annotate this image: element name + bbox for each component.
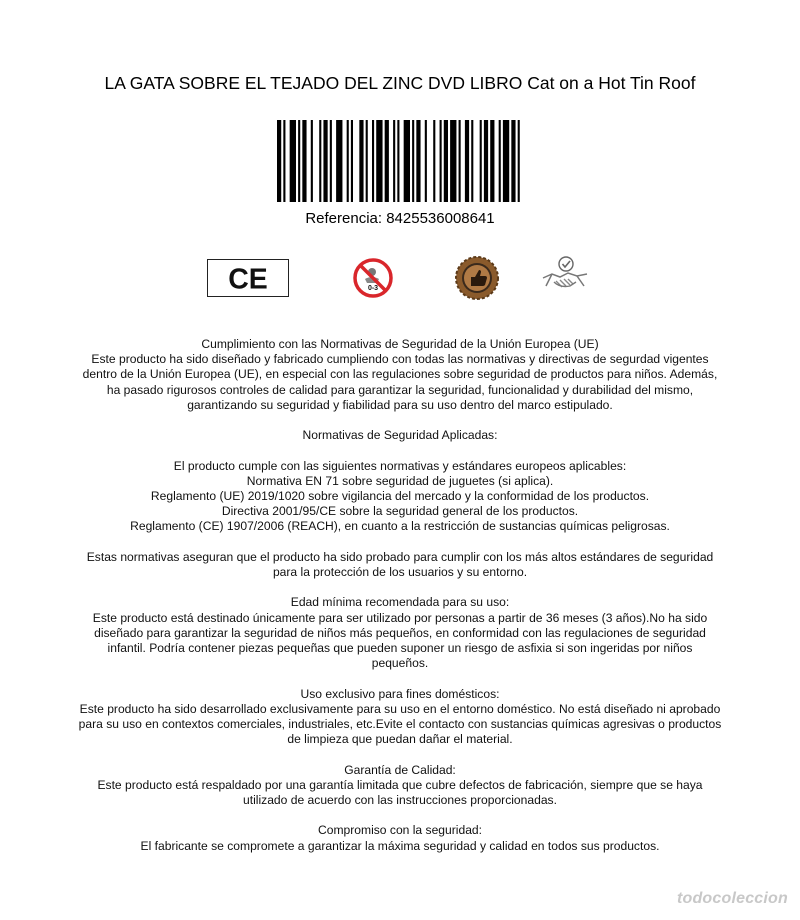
section-safety-commitment xyxy=(78,823,722,853)
not-suitable-0-3-icon xyxy=(352,257,394,299)
barcode-bar xyxy=(499,120,501,202)
barcode-bar xyxy=(319,120,321,202)
barcode-bar xyxy=(330,120,332,202)
barcode-bar xyxy=(376,120,382,202)
barcode-bar xyxy=(347,120,349,202)
safety-information xyxy=(78,337,722,854)
section-heading: El producto cumple con las siguientes normativas y estándares europeos aplicables: xyxy=(173,458,627,473)
regulation-item: Normativa EN 71 sobre seguridad de juguetes (si aplica). xyxy=(246,473,554,488)
barcode-bar xyxy=(416,120,420,202)
section-body: Este producto está destinado únicamente para ser utilizado por personas a partir de 36 meses (3 años).No ha sido diseñado para garantizar la seguridad de niños más pequeños, en conformidad con las regulaciones de seguridad infantil. Podría contener piezas pequeñas que pueden suponer un riesgo de asfixia si son ingeridas por niños pequeños. xyxy=(92,610,708,671)
reference-code: Referencia: 8425536008641 xyxy=(305,210,495,227)
section-heading: Compromiso con la seguridad: xyxy=(317,823,482,838)
section-heading: Cumplimiento con las Normativas de Seguridad de la Unión Europea (UE) xyxy=(201,337,599,351)
ce-mark-text: CE xyxy=(228,263,268,296)
barcode-bar xyxy=(459,120,461,202)
barcode-bar xyxy=(393,120,395,202)
barcode-bar xyxy=(471,120,473,202)
barcode-bar xyxy=(404,120,410,202)
barcode-bar xyxy=(433,120,435,202)
section-eu-compliance xyxy=(78,337,722,413)
section-body: Este producto está respaldado por una garantía limitada que cubre defectos de fabricación, siempre que se haya utilizado de acuerdo con las instrucciones proporcionadas. xyxy=(97,777,703,807)
section-heading: Normativas de Seguridad Aplicadas: xyxy=(302,428,498,443)
product-title: LA GATA SOBRE EL TEJADO DEL ZINC DVD LIBRO Cat on a Hot Tin Roof xyxy=(104,73,696,93)
section-heading: Edad mínima recomendada para su uso: xyxy=(290,595,510,610)
barcode-bar xyxy=(503,120,509,202)
barcode-bar xyxy=(277,120,281,202)
regulation-item: Directiva 2001/95/CE sobre la seguridad general de los productos. xyxy=(221,504,579,519)
barcode-bar xyxy=(518,120,520,202)
barcode-bar xyxy=(359,120,363,202)
quality-seal-icon xyxy=(454,255,500,301)
barcode-bar xyxy=(366,120,368,202)
section-quality-guarantee xyxy=(78,763,722,809)
barcode-bar xyxy=(440,120,442,202)
section-heading: Garantía de Calidad: xyxy=(344,762,456,777)
barcode-icon xyxy=(277,120,524,202)
barcode-bar xyxy=(511,120,515,202)
certification-icons xyxy=(0,254,800,304)
section-body: El fabricante se compromete a garantizar la máxima seguridad y calidad en todos sus productos. xyxy=(140,838,660,853)
section-body: Este producto ha sido diseñado y fabricado cumpliendo con todas las normativas y directivas de segurdad vigentes dentro de la Unión Europea (UE), en especial con las regulaciones sobre seguridad de productos para niños. Además, ha pasado rigurosos controles de calidad para garantizar la seguridad, funcionalidad y durabilidad del mismo, garantizando su seguridad y fiabilidad para su uso dentro del marco estipulado. xyxy=(82,352,718,412)
barcode-bar xyxy=(283,120,285,202)
barcode-bar xyxy=(302,120,306,202)
barcode-bar xyxy=(444,120,448,202)
handshake-check-icon xyxy=(540,254,590,296)
section-minimum-age xyxy=(78,595,722,671)
barcode-bar xyxy=(425,120,427,202)
barcode-bar xyxy=(450,120,456,202)
barcode-bar xyxy=(323,120,327,202)
section-applied-regulations-heading xyxy=(78,428,722,443)
barcode-bar xyxy=(484,120,488,202)
barcode-bar xyxy=(480,120,482,202)
section-regulations-list xyxy=(78,459,722,535)
barcode-bar xyxy=(351,120,353,202)
ce-mark-icon xyxy=(207,259,289,297)
regulation-item: Reglamento (UE) 2019/1020 sobre vigilancia del mercado y la conformidad de los productos. xyxy=(150,489,650,503)
watermark: todocoleccion xyxy=(676,890,788,907)
barcode-bar xyxy=(465,120,469,202)
barcode-bar xyxy=(490,120,494,202)
barcode-bar xyxy=(311,120,313,202)
barcode-bar xyxy=(290,120,296,202)
barcode-bar xyxy=(412,120,414,202)
section-body: Estas normativas aseguran que el producto ha sido probado para cumplir con los más altos estándares de seguridad para la protección de los usuarios y su entorno. xyxy=(86,549,714,579)
barcode-bar xyxy=(385,120,389,202)
barcode-bar xyxy=(336,120,342,202)
age-label: 0-3 xyxy=(367,285,379,292)
section-body: Este producto ha sido desarrollado exclusivamente para su uso en el entorno doméstico. No está diseñado ni aprobado para su uso en contextos comerciales, industriales, etc.Evite el contacto con sustancias químicas agresivas o productos de limpieza que puedan dañar el material. xyxy=(78,701,722,747)
section-heading: Uso exclusivo para fines domésticos: xyxy=(300,686,500,701)
section-standards-statement xyxy=(78,550,722,580)
section-domestic-use xyxy=(78,687,722,748)
barcode-bar xyxy=(372,120,374,202)
regulation-item: Reglamento (CE) 1907/2006 (REACH), en cuanto a la restricción de sustancias químicas peligrosas. xyxy=(130,519,670,534)
barcode-bar xyxy=(397,120,399,202)
barcode-bar xyxy=(298,120,300,202)
